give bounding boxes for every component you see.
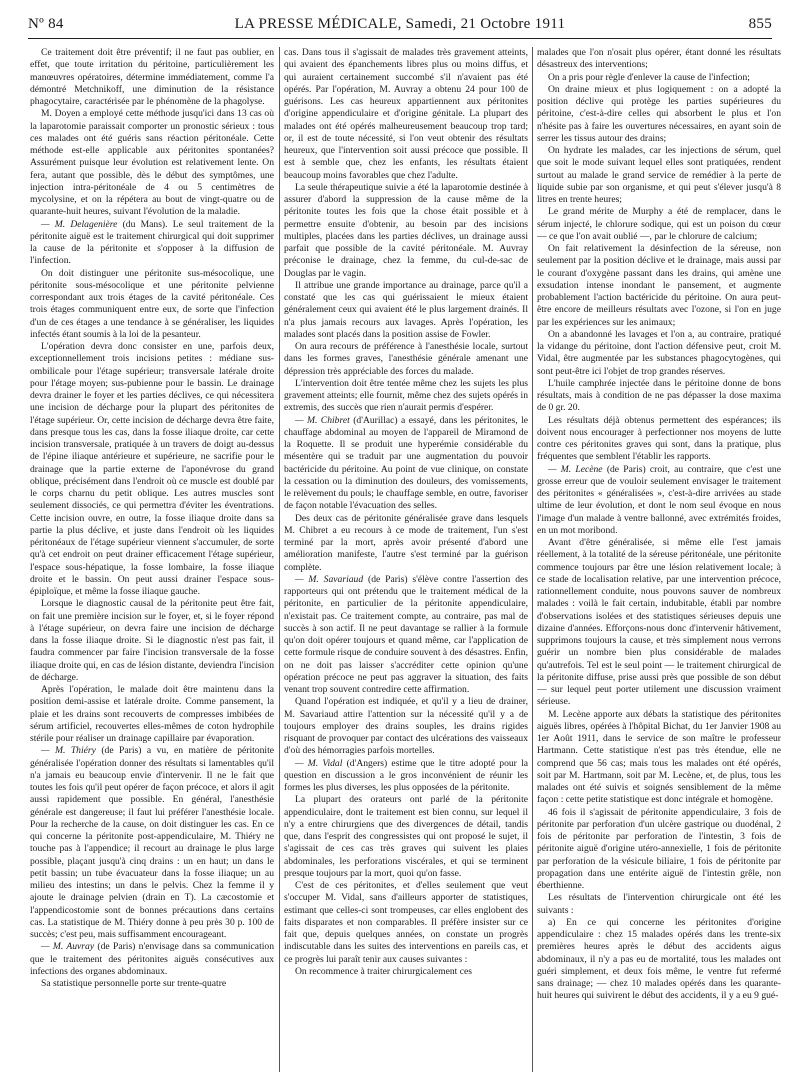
paragraph-text: Ce traitement doit être préventif; il ne faut pas oublier, en effet, que toute irritation du péritoine, particulièrement les manœuvres opératoires, détermine immédiatement, comme l'a démontré Metchnikoff, une diminution de la résistance phagocytaire, caractérisée par le phénomène de la phagolyse. bbox=[30, 47, 274, 107]
paragraph-text: (d'Angers) estime que le titre adopté pour la question en discussion a le gros inconvénient de réunir les formes les plus diverses, les plus opposées de la péritonite. bbox=[284, 757, 528, 793]
header-rule bbox=[28, 38, 772, 39]
paragraph-text: M. Doyen a employé cette méthode jusqu'ici dans 13 cas où la laparotomie paraissait comporter un pronostic sérieux : tous ces malades ont été guéris sans réaction péritonéale. Cette méthode est-elle applicable aux péritonites spontanées? Assurément puisque leur évolution est relativement lente. On fera, autant que possible, dès le début des symptômes, une injection intra-péritonéale de 4 ou 5 centimètres de mycolysine, et on la répétera au bout de vingt-quatre ou de quarante-huit heures, suivant l'évolution de la maladie. bbox=[30, 108, 274, 218]
paragraph bbox=[537, 917, 781, 1003]
paragraph-text: La plupart des orateurs ont parlé de la péritonite appendiculaire, dont le traitement est bien connu, sur lequel il n'y a entre chirurgiens que des divergences de détail, tandis que, dans l'esprit des congressistes qui ont proposé le sujet, il s'agissait de ces cas très graves qui suivent les plaies abdominales, les perforations viscérales, et qui se terminent presque toujours par la mort, quoi qu'on fasse. bbox=[284, 794, 528, 879]
paragraph-text: Sa statistique personnelle porte sur trente-quatre bbox=[41, 978, 227, 989]
paragraph-text: Quand l'opération est indiquée, et qu'il y a lieu de drainer, M. Savariaud attire l'attention sur la nécessité qu'il y a de toujours employer des drains souples, les drains rigides risquant de provoquer par contact des ulcérations des vaisseaux d'où des hémorragies parfois mortelles. bbox=[284, 696, 528, 757]
paragraph bbox=[284, 415, 528, 513]
page-number: 855 bbox=[748, 16, 772, 32]
paragraph-text: M. Lecène apporte aux débats la statistique des péritonites aiguës libres, opérées à l'hôpital Bichat, du 1er Janvier 1908 au 1er Août 1911, dans le service de son maître le professeur Hartmann. Cette statistique n'est pas très étendue, elle ne comprend que 56 cas; mais tous les malades ont été opérés, soit par M. Hartmann, soit par M. Lecène, et, de plus, tous les malades ont été suivis et soignés sensiblement de la même façon : cette petite statistique est donc intégrale et homogène. bbox=[537, 708, 781, 806]
paragraph-text: C'est de ces péritonites, et d'elles seulement que veut s'occuper M. Vidal, sans d'ailleurs apporter de statistiques, estimant que celles-ci sont trompeuses, car elles englobent des faits disparates et non comparables. Il préfère insister sur ce fait que, depuis quelques années, on constate un progrès indiscutable dans les suites des interventions en pareils cas, et ce progrès lui paraît tenir aux causes suivantes : bbox=[284, 880, 528, 965]
paragraph bbox=[284, 880, 528, 966]
paragraph-text: cas. Dans tous il s'agissait de malades très gravement atteints, qui avaient des épanchements libres plus ou moins diffus, et qui auraient certainement succombé s'il n'avaient pas été opérés. Par l'opération, M. Auvray a obtenu 24 pour 100 de guérisons. Les cas heureux appartiennent aux péritonites d'origine appendiculaire et d'origine génitale. La plupart des malades ont été opérés malheureusement beaucoup trop tard; or, il est de toute nécessité, si l'on veut obtenir des résultats heureux, que l'intervention soit aussi précoce que possible. Il est à semble que, chez les enfants, les résultats étaient beaucoup moins favorables que chez l'adulte. bbox=[284, 47, 528, 181]
paragraph-text: Lorsque le diagnostic causal de la péritonite peut être fait, on fait une première incision sur le foyer, et, si le foyer répond à l'étage supérieur, on devra faire une incision de décharge dans la fosse iliaque droite. Si le diagnostic n'est pas fait, il faudra commencer par faire l'incision transversale de la fosse iliaque droite qui, en cas de lésion distante, deviendra l'incision de décharge. bbox=[30, 598, 274, 683]
paragraph-text: (de Paris) croit, au contraire, que c'est une grosse erreur que de vouloir seulement envisager le traitement des péritonites « généralisées », c'est-à-dire arrivées au stade ultime de leur évolution, et dont le nom seul évoque en nous l'image d'un malade à ventre ballonné, avec extrémités froides, en un mot moribond. bbox=[537, 463, 781, 536]
paragraph-text: On recommence à traiter chirurgicalement ces bbox=[295, 965, 472, 977]
column-divider bbox=[279, 47, 280, 1072]
paragraph bbox=[537, 206, 781, 243]
paragraph bbox=[537, 892, 781, 917]
paragraph-text: Les résultats déjà obtenus permettent des espérances; ils doivent nous encourager à perfectionner nos moyens de lutte contre ces péritonites graves qui sont, dans la pratique, plus fréquentes que semblent l'établir les rapports. bbox=[537, 414, 781, 463]
paragraph-text: (de Paris) a vu, en matière de péritonite généralisée l'opération donner des résultats si lamentables qu'il n'a jamais eu beaucoup envie d'intervenir. Il ne le fait que toutes les fois qu'il peut opérer de façon précoce, et alors il agit aussi rapidement que possible. En général, l'anesthésie générale est dangereuse; il faut lui préférer l'anesthésie locale. Pour la recherche de la cause, on doit distinguer les cas. En ce qui concerne la péritonite post-appendiculaire, M. Thiéry ne touche pas à l'appendice; il recourt au drainage le plus large possible, plaçant jusqu'à cinq drains : un en haut; un dans le petit bassin; un tube évacuateur dans la fosse iliaque; un au milieu des intestins; un dans le pelvis. Chez la femme il y ajoute le drainage pelvien (drain en T). La cæcostomie et l'appendicostomie sont de bonnes précautions dans certains cas. La statistique de M. Thiéry donne à peu près 30 p. 100 de succès; c'est peu, mais suffisamment encourageant. bbox=[30, 745, 274, 940]
paragraph-text: On aura recours de préférence à l'anesthésie locale, surtout dans les formes graves, l'anesthésie générale amenant une dépression très appréciable des forces du malade. bbox=[284, 341, 528, 377]
paragraph bbox=[537, 145, 781, 206]
column-left bbox=[30, 47, 274, 1072]
paragraph bbox=[30, 941, 274, 978]
speaker-name: — M. Thiéry bbox=[41, 745, 96, 757]
paragraph bbox=[537, 243, 781, 329]
paragraph-text: Il attribue une grande importance au drainage, parce qu'il a constaté que les cas qui guérissaient le mieux étaient généralement ceux qui avaient été le plus largement drainés. Il n'a plus jamais recours aux lavages. Après l'opération, les malades sont placés dans la position assise de Fowler. bbox=[284, 279, 528, 340]
paragraph-text: (de Paris) s'élève contre l'assertion des rapporteurs qui ont prétendu que le traitement médical de la péritonite, en particulier de la péritonite appendiculaire, n'existait pas. Ce traitement compte, au contraire, pas mal de succès à son actif. Il ne peut davantage se rallier à la formule qu'on doit opérer toujours et quand même, car l'application de cette formule risque de conduire souvent à des désastres. Enfin, on ne doit pas laisser s'accréditer cette opinion qu'une opération précoce ne peut pas aggraver la situation, des faits venant trop souvent contredire cette affirmation. bbox=[284, 573, 528, 695]
paragraph-text: a) En ce qui concerne les péritonites d'origine appendiculaire : chez 15 malades opérés dans les trente-six premières heures après le début des accidents aigus abdominaux, il n'y a pas eu de mortalité, tous les malades ont guéri simplement, et deux fois même, le ventre fut refermé sans drainage; — chez 10 malades opérés dans les quarante-huit heures qui suivirent le début des accidents, il y a eu 9 gué- bbox=[537, 916, 781, 1002]
paragraph bbox=[30, 219, 274, 268]
column-right bbox=[537, 47, 781, 1072]
paragraph-text: (d'Aurillac) a essayé, dans les péritonites, le chauffage abdominal au moyen de l'appareil de Miramond de la Roquette. Il se produit une hyperémie considérable du mésentère qui se traduit par une augmentation du pouvoir bactéricide du péritoine. Au point de vue clinique, on constate la cessation ou la diminution des douleurs, des vomissements, le relèvement du pouls; le chauffage semble, en outre, favoriser de façon notable l'évacuation des selles. bbox=[284, 414, 528, 512]
column-divider bbox=[532, 47, 533, 1072]
speaker-name: — M. Savariaud bbox=[295, 573, 364, 585]
paragraph bbox=[284, 47, 528, 182]
paragraph bbox=[30, 745, 274, 941]
paragraph bbox=[537, 464, 781, 538]
paragraph-text: Le grand mérite de Murphy a été de remplacer, dans le sérum injecté, le chlorure sodique, qui est un poison du cœur — ce que l'on avait oublié —, par le chlorure de calcium; bbox=[537, 206, 781, 242]
paragraph bbox=[30, 268, 274, 342]
paragraph bbox=[284, 758, 528, 795]
paragraph bbox=[30, 341, 274, 598]
paragraph bbox=[284, 182, 528, 280]
speaker-name: — M. Delagenière bbox=[41, 218, 118, 230]
issue-number: Nº 84 bbox=[28, 16, 64, 32]
paragraph-text: On hydrate les malades, car les injections de sérum, quel que soit le mode suivant lequel elles sont pratiquées, rendent surtout au malade le grand service de remédier à la perte de liquide subie par son organisme, et qui peut s'élever jusqu'à 8 litres en trente heures; bbox=[537, 145, 781, 205]
paragraph bbox=[537, 415, 781, 464]
paragraph-text: 46 fois il s'agissait de péritonite appendiculaire, 3 fois de péritonite par perforation d'un ulcère gastrique ou duodénal, 2 fois de péritonite par perforation de l'intestin, 3 fois de péritonite aiguë d'origine utéro-annexielle, 1 fois de péritonite par perforation de la vésicule biliaire, 1 fois de péritonite par propagation dans une entérite aiguë de l'intestin grêle, non éberthienne. bbox=[537, 806, 781, 891]
paragraph bbox=[30, 47, 274, 108]
paragraph bbox=[537, 84, 781, 145]
paragraph-text: Avant d'être généralisée, si même elle l'est jamais réellement, à la totalité de la séreuse péritonéale, une péritonite commence toujours par être une lésion relativement locale; à ce stade de localisation relative, par une intervention précoce, rationnellement conduite, nous pouvons sauver de nombreux malades : voilà le fait certain, indubitable, établi par nombre d'observations isolées et des statistiques sérieuses depuis une dizaine d'années. Efforçons-nous donc d'intervenir hâtivement, supprimons toujours la cause, et très simplement nous verrons guérir un nombre bien plus considérable de malades qu'autrefois. Tel est le seul point — le traitement chirurgical de la péritonite diffuse, prise aussi près que possible de son début — sur lequel peut porter utilement une discussion vraiment sérieuse. bbox=[537, 537, 781, 708]
speaker-name: — M. Vidal bbox=[295, 757, 343, 769]
paragraph bbox=[284, 341, 528, 378]
speaker-name: — M. Auvray bbox=[41, 941, 95, 953]
paragraph bbox=[30, 684, 274, 745]
paragraph-text: L'intervention doit être tentée même chez les sujets les plus gravement atteints; elle fournit, même chez des sujets opérés in extremis, des succès que rien n'aurait permis d'espérer. bbox=[284, 377, 528, 414]
paragraph-text: La seule thérapeutique suivie a été la laparotomie destinée à assurer d'abord la suppression de la cause même de la péritonite toutes les fois que la chose était possible et à permettre ensuite d'obtenir, au besoin par des incisions multiples, placées dans les parties déclives, un drainage aussi parfait que possible de la cavité péritonéale. M. Auvray préconise le drainage, chez la femme, du cul-de-sac de Douglas par le vagin. bbox=[284, 181, 528, 279]
paragraph-text: malades que l'on n'osait plus opérer, étant donné les résultats désastreux des interventions; bbox=[537, 47, 781, 71]
paragraph-text: On a abandonné les lavages et l'on a, au contraire, pratiqué la vidange du péritoine, dont l'action défensive peut, croit M. Vidal, être augmentée par les substances phagocytogènes, qui sont peut-être ici l'objet de trop grandes réserves. bbox=[537, 328, 781, 377]
paragraph bbox=[537, 709, 781, 807]
paragraph bbox=[284, 280, 528, 341]
speaker-name: — M. Chibret bbox=[295, 414, 350, 426]
column-middle bbox=[284, 47, 528, 1072]
paragraph bbox=[284, 966, 528, 978]
paragraph bbox=[284, 513, 528, 574]
paragraph bbox=[30, 978, 274, 990]
paragraph bbox=[30, 598, 274, 684]
running-header bbox=[28, 16, 772, 40]
paragraph-text: Des deux cas de péritonite généralisée grave dans lesquels M. Chibret a eu recours à ce mode de traitement, l'un s'est terminé par la mort, après avoir présenté d'abord une amélioration manifeste, l'autre s'est terminé par la guérison complète. bbox=[284, 512, 528, 573]
paragraph-text: On doit distinguer une péritonite sus-mésocolique, une péritonite sous-mésocolique et une péritonite pelvienne correspondant aux trois étages de la cavité péritonéale. Ces trois étages communiquent entre eux, de sorte que l'infection d'un de ces étages a une tendance à se généraliser, les liquides infectés étant soumis à la loi de la pesanteur. bbox=[30, 267, 274, 340]
paragraph bbox=[30, 108, 274, 218]
paragraph bbox=[537, 329, 781, 378]
paragraph bbox=[284, 574, 528, 697]
paragraph-text: On a pris pour règle d'enlever la cause de l'infection; bbox=[548, 71, 750, 83]
paragraph bbox=[537, 72, 781, 84]
paragraph bbox=[284, 794, 528, 880]
paragraph bbox=[537, 47, 781, 72]
paragraph-text: L'opération devra donc consister en une, parfois deux, exceptionnellement trois incisions petites : médiane sus-ombilicale pour l'étage supérieur; transversale latérale droite pour l'étage moyen; sus-pubienne pour le bassin. Le drainage devra drainer le foyer et les parties déclives, ce qui nécessitera une incision de décharge pour la plupart des péritonites de l'étage supérieur. Or, cette incision de décharge devra être faite, dans presque tous les cas, dans la fosse iliaque droite, car cette incision transversale, pratiquée à un travers de doigt au-dessus de l'épine iliaque antérieure et supérieure, ne sacrifie pour le drainage que la partie externe de l'aponévrose du grand oblique, précisément dans l'endroit où ce muscle est doublé par le corps charnu du petit oblique. Les autres muscles sont seulement dissociés, ce qui permettra d'éviter les éventrations. Cette incision ouvre, en outre, la fosse iliaque droite dans sa partie la plus déclive, et juste dans l'endroit où les liquides péritonéaux de l'étage supérieur viennent s'accumuler, de sorte qu'à cet endroit on peut drainer efficacement l'étage supérieur, l'espace sous-hépatique, la fosse lombaire, la fosse iliaque droite et le bassin. On peut aussi drainer l'espace sous-épiploïque, et même la fosse iliaque gauche. bbox=[30, 341, 274, 597]
paragraph bbox=[537, 807, 781, 893]
paragraph-text: Les résultats de l'intervention chirurgicale ont été les suivants : bbox=[537, 892, 781, 916]
paragraph bbox=[284, 696, 528, 757]
paragraph-text: On fait relativement la désinfection de la séreuse, non seulement par la position déclive et le drainage, mais aussi par le courant d'oxygène passant dans les drains, qui amène une exsudation intense inondant le pansement, et augmente probablement l'action bactéricide du péritoine. On aura peut-être encore de meilleurs résultats avec l'ozone, si l'on en juge par les expériences sur les animaux; bbox=[537, 243, 781, 328]
paragraph bbox=[284, 378, 528, 415]
journal-title: LA PRESSE MÉDICALE, Samedi, 21 Octobre 1911 bbox=[234, 16, 566, 32]
speaker-name: — M. Lecène bbox=[548, 463, 603, 475]
paragraph bbox=[537, 378, 781, 415]
paragraph-text: On draine mieux et plus logiquement : on a adopté la position déclive qui protège les parties supérieures du péritoine, c'est-à-dire celles qui absorbent le plus et l'on n'hésite pas à faire les ouvertures nécessaires, en ayant soin de serrer les tissus autour des drains; bbox=[537, 83, 781, 144]
paragraph-text: (du Mans). Le seul traitement de la péritonite aiguë est le traitement chirurgical qui doit supprimer la cause de la péritonite et s'opposer à la diffusion de l'infection. bbox=[30, 218, 274, 267]
paragraph bbox=[537, 537, 781, 709]
paragraph-text: Après l'opération, le malade doit être maintenu dans la position demi-assise et latérale droite. Comme pansement, la plaie et les drains sont recouverts de compresses imbibées de sérum artificiel, recouvertes elles-mêmes de coton hydrophile stérile pour réaliser un drainage capillaire par évaporation. bbox=[30, 684, 274, 744]
paragraph-text: L'huile camphrée injectée dans le péritoine donne de bons résultats, mais à condition de ne pas dépasser la dose maxima de 0 gr. 20. bbox=[537, 377, 781, 414]
paragraph-text: (de Paris) n'envisage dans sa communication que le traitement des péritonites aiguës consécutives aux infections des organes abdominaux. bbox=[30, 941, 274, 977]
